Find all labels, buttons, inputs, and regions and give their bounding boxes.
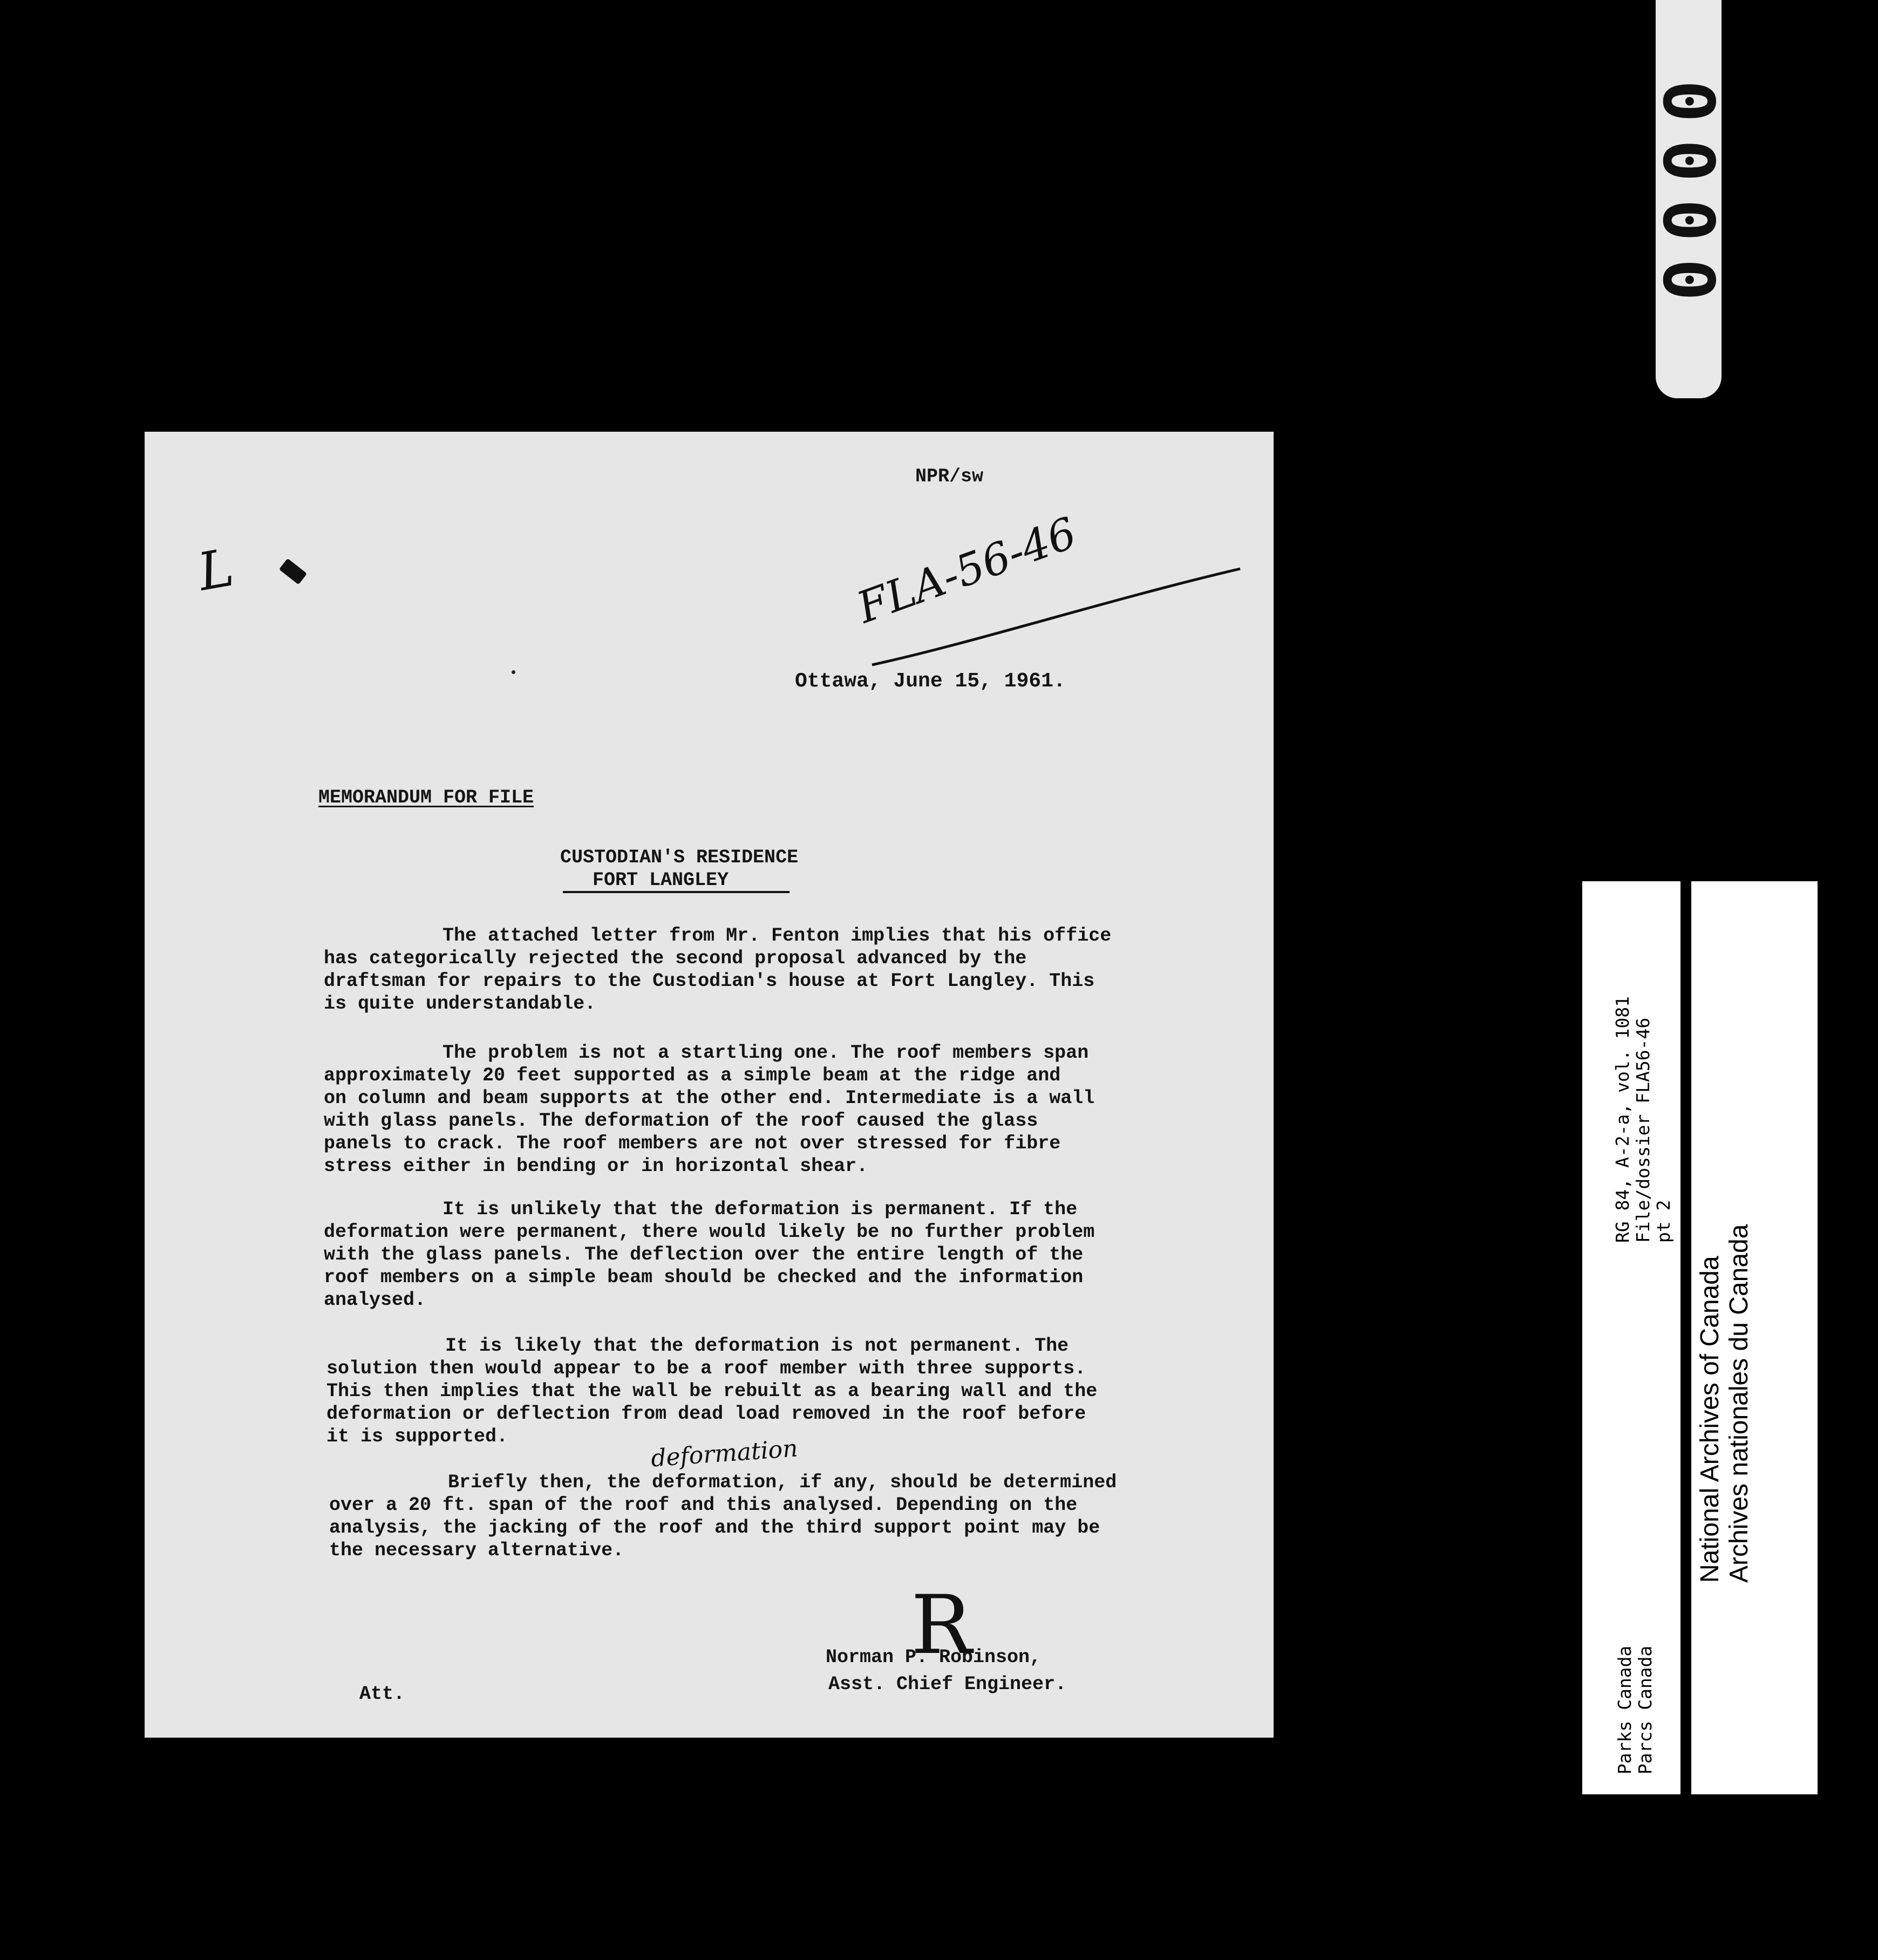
reference-initials: NPR/sw [915, 466, 984, 487]
paragraph-5: Briefly then, the deformation, if any, should be determined over a 20 ft. span of the roof and this analysed. Depending on the analysis, the jacking of the roof and the third support point may be the necessary alternative. [329, 1472, 1117, 1561]
handwritten-file-number: FLA-56-46 [850, 507, 1083, 633]
ink-blot-icon [279, 559, 307, 585]
frame-counter: 0000 [1648, 80, 1730, 318]
signature-initial: R [911, 1578, 972, 1672]
paragraph-3: It is unlikely that the deformation is permanent. If the deformation were permanent, there would likely be no further problem with the glass panels. The deflection over the entire length of the roof members on a simple beam should be checked and the information analysed. [324, 1199, 1095, 1311]
paragraph-1: The attached letter from Mr. Fenton implies that his office has categorically rejected the second proposal advanced by the draftsman for repairs to the Custodian's house at Fort Langley. This is quite understandable. [324, 925, 1112, 1015]
signatory-title: Asst. Chief Engineer. [828, 1673, 1067, 1695]
subject-line-1: CUSTODIAN'S RESIDENCE [560, 847, 799, 868]
paragraph-4: It is likely that the deformation is not permanent. The solution then would appear to be a roof member with three supports. This then implies that the wall be rebuilt as a bearing wall and the deformation or deflection from dead load removed in the roof before it is supported. [326, 1335, 1098, 1447]
paragraph-2: The problem is not a startling one. The roof members span approximately 20 feet supported as a simple beam at the ridge and on column and beam supports at the other end. Intermediate is a wall with glass panels. The deformation of the roof caused the glass panels to crack. The roof members are not over stressed for fibre stress either in bending or in horizontal shear. [324, 1042, 1095, 1177]
date-line: Ottawa, June 15, 1961. [795, 670, 1066, 693]
agency-names: Parks Canada Parcs Canada [1614, 1645, 1656, 1774]
attachment-note: Att. [359, 1683, 405, 1705]
archival-reference: RG 84, A-2-a, vol. 1081 File/dossier FLA56-46 pt 2 [1612, 996, 1674, 1243]
memo-page [145, 432, 1274, 1738]
frame-counter-strip [1648, 0, 1730, 398]
signatory-name: Norman P. Robinson, [826, 1646, 1042, 1668]
label-divider [1680, 881, 1691, 1794]
margin-mark: L [193, 537, 238, 603]
stray-dot [512, 670, 515, 674]
underline-stroke-icon [868, 561, 1246, 669]
archive-institution: National Archives of Canada Archives nationales du Canada [1696, 1224, 1753, 1583]
archival-label [1582, 881, 1818, 1794]
subject-line-2: FORT LANGLEY [593, 869, 729, 891]
handwritten-correction: deformation [650, 1434, 799, 1473]
subject-underline [563, 891, 790, 893]
memo-heading: MEMORANDUM FOR FILE [318, 787, 534, 808]
